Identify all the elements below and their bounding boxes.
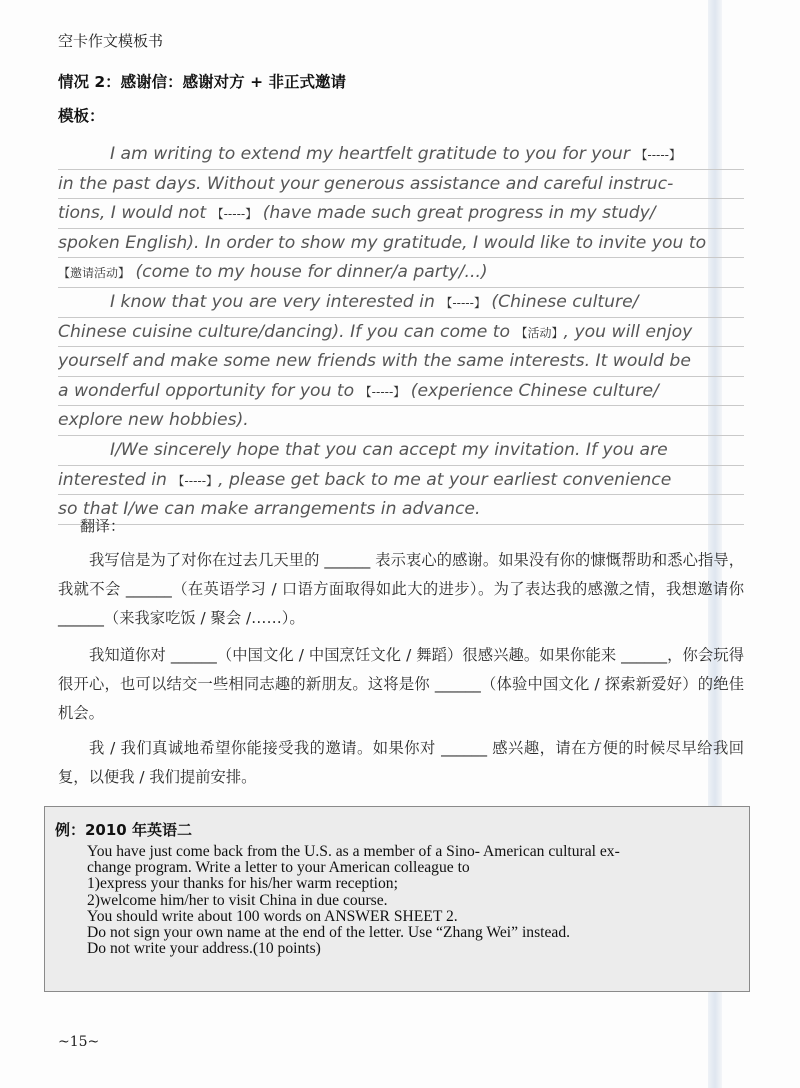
blank-placeholder: 【活动】 bbox=[515, 325, 564, 340]
template-text: explore new hobbies). bbox=[58, 410, 249, 431]
book-title: 空卡作文模板书 bbox=[58, 32, 164, 50]
page-number: ~15~ bbox=[58, 1034, 100, 1050]
example-box bbox=[44, 806, 750, 992]
example-line: You should write about 100 words on ANSWER SHEET 2. bbox=[87, 907, 458, 925]
blank-placeholder: 【-----】 bbox=[359, 384, 406, 399]
template-text: , please get back to me at your earliest convenience bbox=[218, 469, 672, 490]
template-text: (experience Chinese culture/ bbox=[405, 380, 659, 401]
template-label: 模板： bbox=[58, 107, 105, 125]
template-text: yourself and make some new friends with the same interests. It would be bbox=[58, 351, 691, 372]
section-heading: 情况 2：感谢信：感谢对方 + 非正式邀请 bbox=[58, 73, 346, 91]
example-prompt bbox=[87, 844, 741, 957]
template-text: spoken English). In order to show my gratitude, I would like to invite you to bbox=[58, 232, 707, 253]
translation-paragraph-1 bbox=[58, 546, 744, 632]
translation-label: 翻译： bbox=[80, 517, 126, 535]
example-line: Do not write your address.(10 points) bbox=[87, 940, 321, 958]
template-text: in the past days. Without your generous assistance and careful instruc- bbox=[58, 173, 674, 194]
template-text: (have made such great progress in my study/ bbox=[257, 203, 656, 224]
template-line bbox=[58, 288, 744, 318]
translation-paragraph-3 bbox=[58, 734, 744, 792]
example-title: 例：2010 年英语二 bbox=[55, 821, 192, 839]
template-line bbox=[58, 377, 744, 407]
template-text: I am writing to extend my heartfelt gratitude to you for your bbox=[110, 144, 636, 164]
template-text: (Chinese culture/ bbox=[485, 291, 639, 312]
blank-placeholder: 【-----】 bbox=[211, 207, 258, 222]
example-line: change program. Write a letter to your American colleague to bbox=[87, 859, 470, 877]
template-line bbox=[58, 229, 744, 259]
blank-placeholder: 【-----】 bbox=[172, 473, 219, 488]
template-text: (come to my house for dinner/a party/...) bbox=[130, 262, 488, 283]
template-text: I know that you are very interested in bbox=[110, 291, 441, 312]
template-line bbox=[58, 406, 744, 436]
template-line bbox=[58, 466, 744, 496]
template-text: a wonderful opportunity for you to bbox=[58, 380, 360, 401]
english-template bbox=[58, 140, 744, 525]
template-line bbox=[58, 436, 744, 466]
template-line bbox=[58, 318, 744, 348]
template-text: tions, I would not bbox=[58, 203, 212, 224]
template-text: Chinese cuisine culture/dancing). If you can come to bbox=[58, 321, 516, 342]
template-line bbox=[58, 140, 744, 170]
blank-placeholder: 【-----】 bbox=[635, 148, 682, 162]
example-line: 1)express your thanks for his/her warm reception; bbox=[87, 875, 398, 893]
template-line bbox=[58, 170, 744, 200]
blank-placeholder: 【-----】 bbox=[440, 295, 486, 310]
blank-placeholder: 【邀请活动】 bbox=[58, 266, 131, 281]
example-line: Do not sign your own name at the end of the letter. Use “Zhang Wei” instead. bbox=[87, 924, 571, 942]
translation-text: 我知道你对 ______（中国文化 / 中国烹饪文化 / 舞蹈）很感兴趣。如果你能来 ______，你会玩得很开心，也可以结交一些相同志趣的新朋友。这将是你 ______（体验中国文化 / 探索新爱好）的绝佳机会。 bbox=[58, 646, 744, 722]
translation-text: 我写信是为了对你在过去几天里的 ______ 表示衷心的感谢。如果没有你的慷慨帮助和悉心指导，我就不会 ______（在英语学习 / 口语方面取得如此大的进步）。为了表达我的感激之情，我想邀请你 ______（来我家吃饭 / 聚会 /……）。 bbox=[58, 551, 744, 627]
template-text: interested in bbox=[58, 469, 173, 490]
template-line bbox=[58, 495, 744, 525]
template-line bbox=[58, 199, 744, 229]
example-line: 2)welcome him/her to visit China in due course. bbox=[87, 891, 388, 909]
template-text: I/We sincerely hope that you can accept my invitation. If you are bbox=[110, 439, 668, 460]
example-line: You have just come back from the U.S. as a member of a Sino- American cultural ex- bbox=[87, 843, 620, 860]
template-line bbox=[58, 258, 744, 288]
template-text: , you will enjoy bbox=[563, 321, 693, 342]
translation-paragraph-2 bbox=[58, 641, 744, 727]
translation-text: 我 / 我们真诚地希望你能接受我的邀请。如果你对 ______ 感兴趣，请在方便的时候尽早给我回复，以便我 / 我们提前安排。 bbox=[58, 739, 744, 786]
template-text: so that I/we can make arrangements in advance. bbox=[58, 499, 481, 520]
template-line bbox=[58, 347, 744, 377]
